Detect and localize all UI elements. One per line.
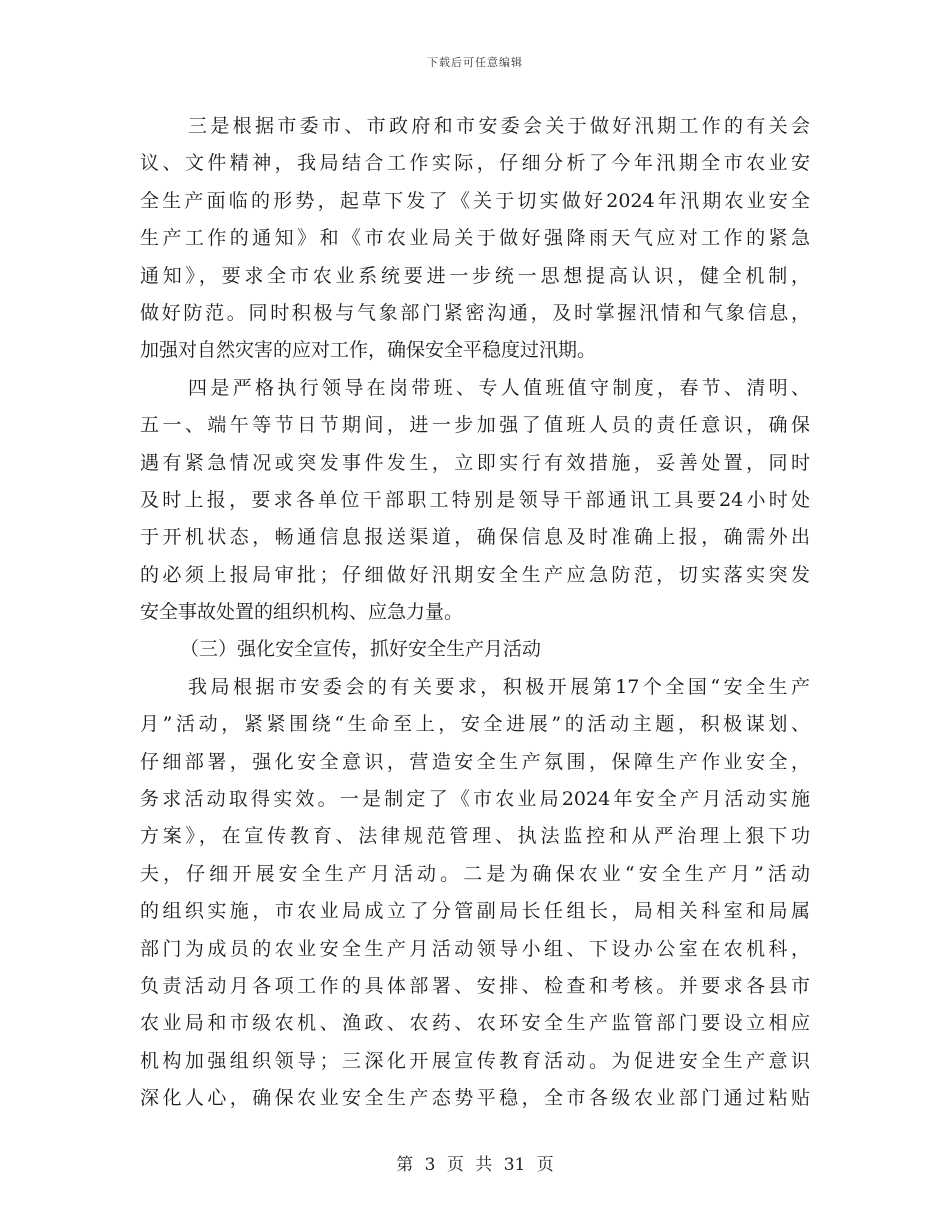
text-line: 生产工作的通知》和《市农业局关于做好强降雨天气应对工作的紧急 xyxy=(140,227,810,250)
text-line: 遇有紧急情况或突发事件发生，立即实行有效措施，妥善处置，同时 xyxy=(140,451,810,474)
text-line: 夫，仔细开展安全生产月活动。二是为确保农业“安全生产月”活动 xyxy=(140,862,810,885)
section-heading: （三）强化安全宣传，抓好安全生产月活动 xyxy=(180,638,542,661)
text-line: 及时上报，要求各单位干部职工特别是领导干部通讯工具要24小时处 xyxy=(140,488,810,511)
text-line: 月”活动，紧紧围绕“生命至上，安全进展”的活动主题，积极谋划、 xyxy=(140,713,810,736)
text-line: 议、文件精神，我局结合工作实际，仔细分析了今年汛期全市农业安 xyxy=(140,152,810,175)
text-line: 负责活动月各项工作的具体部署、安排、检查和考核。并要求各县市 xyxy=(140,974,810,997)
text-line: 务求活动取得实效。一是制定了《市农业局2024年安全产月活动实施 xyxy=(140,788,810,811)
text-line: 五一、端午等节日节期间，进一步加强了值班人员的责任意识，确保 xyxy=(140,414,810,437)
text-line: 三是根据市委市、市政府和市安委会关于做好汛期工作的有关会 xyxy=(188,115,810,137)
text-line: 部门为成员的农业安全生产月活动领导小组、下设办公室在农机科， xyxy=(140,937,810,960)
document-body xyxy=(140,108,810,1118)
text-line: 做好防范。同时积极与气象部门紧密沟通，及时掌握汛情和气象信息， xyxy=(140,301,810,324)
text-line: 的必须上报局审批；仔细做好汛期安全生产应急防范，切实落实突发 xyxy=(140,563,810,586)
text-line: 机构加强组织领导；三深化开展宣传教育活动。为促进安全生产意识 xyxy=(140,1049,810,1072)
text-line: 于开机状态，畅通信息报送渠道，确保信息及时准确上报，确需外出 xyxy=(140,526,810,549)
text-line: 加强对自然灾害的应对工作，确保安全平稳度过汛期。 xyxy=(140,339,597,362)
text-line: 仔细部署，强化安全意识，营造安全生产氛围，保障生产作业安全， xyxy=(140,750,810,773)
text-line: 方案》，在宣传教育、法律规范管理、执法监控和从严治理上狠下功 xyxy=(140,825,810,848)
text-line: 全生产面临的形势，起草下发了《关于切实做好2024年汛期农业安全 xyxy=(140,189,810,212)
text-line: 安全事故处置的组织机构、应急力量。 xyxy=(140,601,464,624)
page-header-note: 下载后可任意编辑 xyxy=(427,56,523,69)
text-line: 四是严格执行领导在岗带班、专人值班值守制度，春节、清明、 xyxy=(188,376,810,399)
text-line: 农业局和市级农机、渔政、农药、农环安全生产监管部门要设立相应 xyxy=(140,1012,810,1035)
text-line: 的组织实施，市农业局成立了分管副局长任组长，局相关科室和局属 xyxy=(140,900,810,923)
text-line: 我局根据市安委会的有关要求，积极开展第17个全国“安全生产 xyxy=(188,675,810,698)
page-number: 第 3 页 共 31 页 xyxy=(396,1155,554,1175)
text-line: 深化人心，确保农业安全生产态势平稳，全市各级农业部门通过粘贴 xyxy=(140,1087,810,1110)
text-line: 通知》，要求全市农业系统要进一步统一思想提高认识，健全机制， xyxy=(140,264,810,287)
